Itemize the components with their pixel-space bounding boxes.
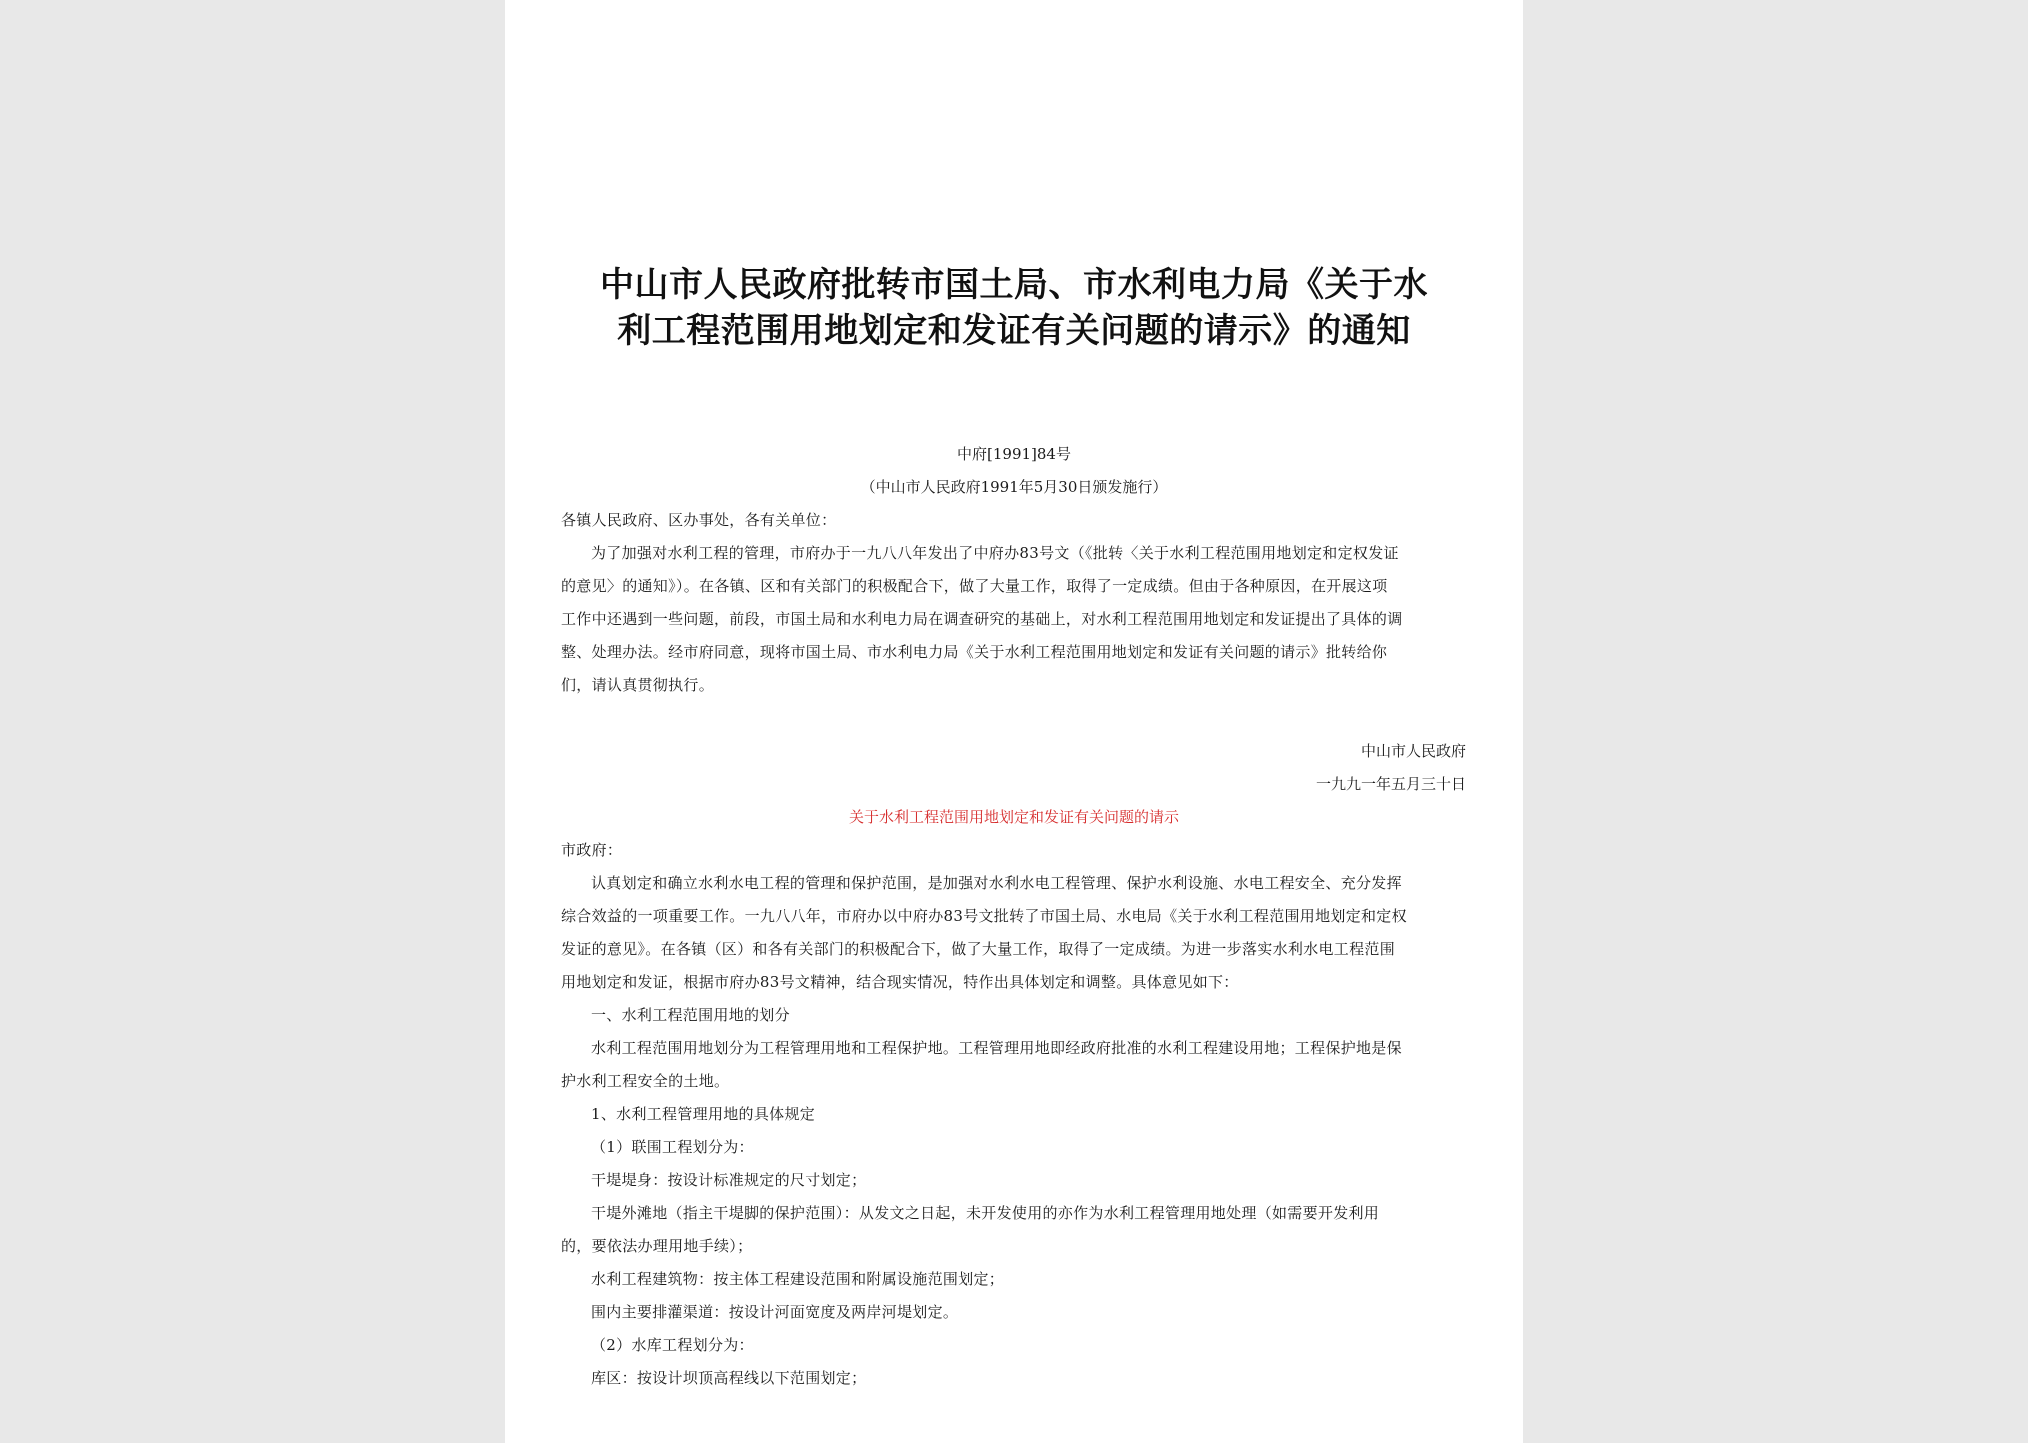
document-page [505,0,1523,1443]
request-body-line: 干堤外滩地（指主干堤脚的保护范围）：从发文之日起，未开发使用的亦作为水利工程管理用地处理（如需要开发利用 [591,1204,1380,1222]
document-number: 中府[1991]84号 [957,445,1071,463]
subsection-heading: （1）联围工程划分为： [591,1138,754,1156]
request-body-line: 库区：按设计坝顶高程线以下范围划定； [591,1369,867,1387]
request-body-line: 水利工程建筑物：按主体工程建设范围和附属设施范围划定； [591,1270,1005,1288]
subsection-heading: 1、水利工程管理用地的具体规定 [591,1105,816,1123]
request-title: 关于水利工程范围用地划定和发证有关问题的请示 [848,808,1179,826]
request-body-line: 水利工程范围用地划分为工程管理用地和工程保护地。工程管理用地即经政府批准的水利工程建设用地；工程保护地是保 [591,1039,1402,1057]
section-heading: 一、水利工程范围用地的划分 [591,1006,790,1024]
notice-body-line: 工作中还遇到一些问题，前段，市国土局和水利电力局在调查研究的基础上，对水利工程范围用地划定和发证提出了具体的调 [561,610,1403,628]
request-body-line: 围内主要排灌渠道：按设计河面宽度及两岸河堤划定。 [591,1303,959,1321]
signature-organization: 中山市人民政府 [1360,742,1466,760]
signature-date: 一九九一年五月三十日 [1315,775,1466,793]
notice-body-line: 整、处理办法。经市府同意，现将市国土局、市水利电力局《关于水利工程范围用地划定和发证有关问题的请示》批转给你 [561,643,1388,661]
request-body-line: 综合效益的一项重要工作。一九八八年，市府办以中府办83号文批转了市国土局、水电局《关于水利工程范围用地划定和定权 [561,907,1407,925]
request-body-line: 认真划定和确立水利水电工程的管理和保护范围，是加强对水利水电工程管理、保护水利设施、水电工程安全、充分发挥 [591,874,1402,892]
request-body-line: 的，要依法办理用地手续）； [561,1237,753,1255]
request-body-line: 发证的意见》。在各镇（区）和各有关部门的积极配合下，做了大量工作，取得了一定成绩。为进一步落实水利水电工程范围 [561,940,1396,958]
notice-body-line: 们，请认真贯彻执行。 [561,676,715,694]
request-body-line: 干堤堤身：按设计标准规定的尺寸划定； [591,1171,867,1189]
document-title-line-1: 中山市人民政府批转市国土局、市水利电力局《关于水 [600,265,1428,305]
notice-salutation: 各镇人民政府、区办事处，各有关单位： [561,511,837,529]
notice-body-line: 的意见〉的通知》）。在各镇、区和有关部门的积极配合下，做了大量工作，取得了一定成绩。但由于各种原因，在开展这项 [561,577,1388,595]
subsection-heading: （2）水库工程划分为： [591,1336,754,1354]
request-body-line: 用地划定和发证，根据市府办83号文精神，结合现实情况，特作出具体划定和调整。具体意见如下： [561,973,1239,991]
notice-body-line: 为了加强对水利工程的管理，市府办于一九八八年发出了中府办83号文（《批转〈关于水利工程范围用地划定和定权发证 [591,544,1399,562]
request-salutation: 市政府： [561,841,623,859]
issue-note: （中山市人民政府1991年5月30日颁发施行） [860,478,1168,496]
document-title-line-2: 利工程范围用地划定和发证有关问题的请示》的通知 [617,311,1411,351]
request-body-line: 护水利工程安全的土地。 [561,1072,730,1090]
